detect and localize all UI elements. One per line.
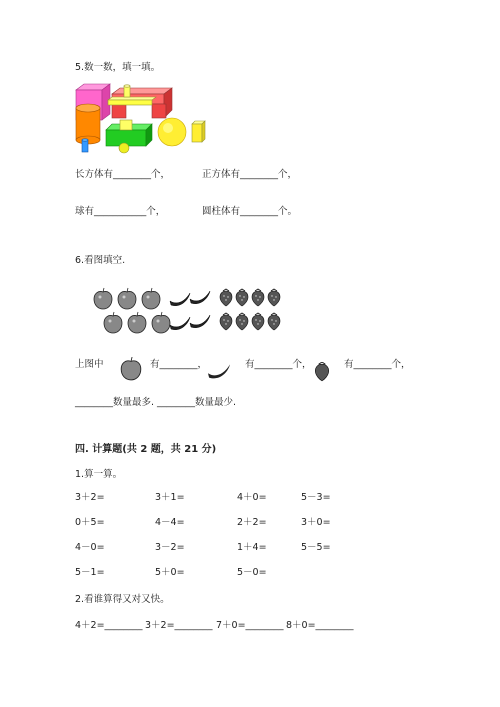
calc-item: 3－2=: [155, 541, 185, 553]
calc-item: 1＋4=: [237, 541, 267, 553]
calc-item: 3＋0=: [301, 516, 331, 528]
orange-cylinder: [76, 104, 100, 144]
calc-item: [301, 558, 361, 583]
q6-prefix: 上图中: [75, 359, 104, 370]
q6-title: 6.看图填空.: [75, 255, 126, 266]
banana-blank[interactable]: 有________个，: [245, 359, 312, 370]
strawberry-blank[interactable]: 有________个，: [344, 359, 411, 370]
small-yellow-cuboid: [192, 121, 205, 142]
q2-item[interactable]: 7＋0=________: [216, 620, 284, 631]
cuboid-blank[interactable]: 长方体有________个，: [75, 169, 171, 180]
calc-item: 4＋0=: [237, 491, 267, 503]
q2-item[interactable]: 3＋2=________: [145, 620, 213, 631]
calc-item: 5－5=: [301, 541, 331, 553]
calc-item: 5＋0=: [155, 566, 185, 578]
q2-item[interactable]: 4＋2=________: [75, 620, 143, 631]
yellow-sphere: [158, 118, 186, 146]
fruit-picture: [92, 285, 292, 335]
cube-blank[interactable]: 正方体有________个，: [202, 169, 298, 180]
calc-item: 3＋2=: [75, 491, 105, 503]
q2-title: 2.看谁算得又对又快。: [75, 594, 170, 605]
calc-item: 4－4=: [155, 516, 185, 528]
calc-item: 0＋5=: [75, 516, 105, 528]
calc-item: 5－1=: [75, 566, 105, 578]
green-cuboid-structure: [106, 120, 152, 146]
apple-icon: [120, 357, 142, 381]
solids-picture: [72, 82, 212, 157]
table-row: [75, 508, 361, 533]
calc-item: 3＋1=: [155, 491, 185, 503]
yellow-cuboid: [108, 97, 156, 105]
calc-item: 4－0=: [75, 541, 105, 553]
calc-item: 5－0=: [237, 566, 267, 578]
q2-item[interactable]: 8＋0=________: [286, 620, 354, 631]
table-row: [75, 558, 361, 583]
strawberry-icon: [315, 362, 329, 382]
q5-title: 5.数一数，填一填。: [75, 62, 161, 73]
most-least-blank[interactable]: ________数量最多. ________数量最少.: [75, 397, 237, 408]
section4-title: 四. 计算题(共 2 题，共 21 分): [75, 444, 217, 455]
q1-title: 1.算一算。: [75, 469, 123, 480]
calc-table: [75, 483, 361, 583]
sphere-blank[interactable]: 球有___________个，: [75, 206, 166, 217]
calc-item: 5－3=: [301, 491, 331, 503]
apple-blank[interactable]: 有________，: [150, 359, 208, 370]
cylinder-blank[interactable]: 圆柱体有________个。: [202, 206, 298, 217]
calc-item: 2＋2=: [237, 516, 267, 528]
banana-icon: [208, 362, 230, 380]
table-row: [75, 483, 361, 508]
table-row: [75, 533, 361, 558]
